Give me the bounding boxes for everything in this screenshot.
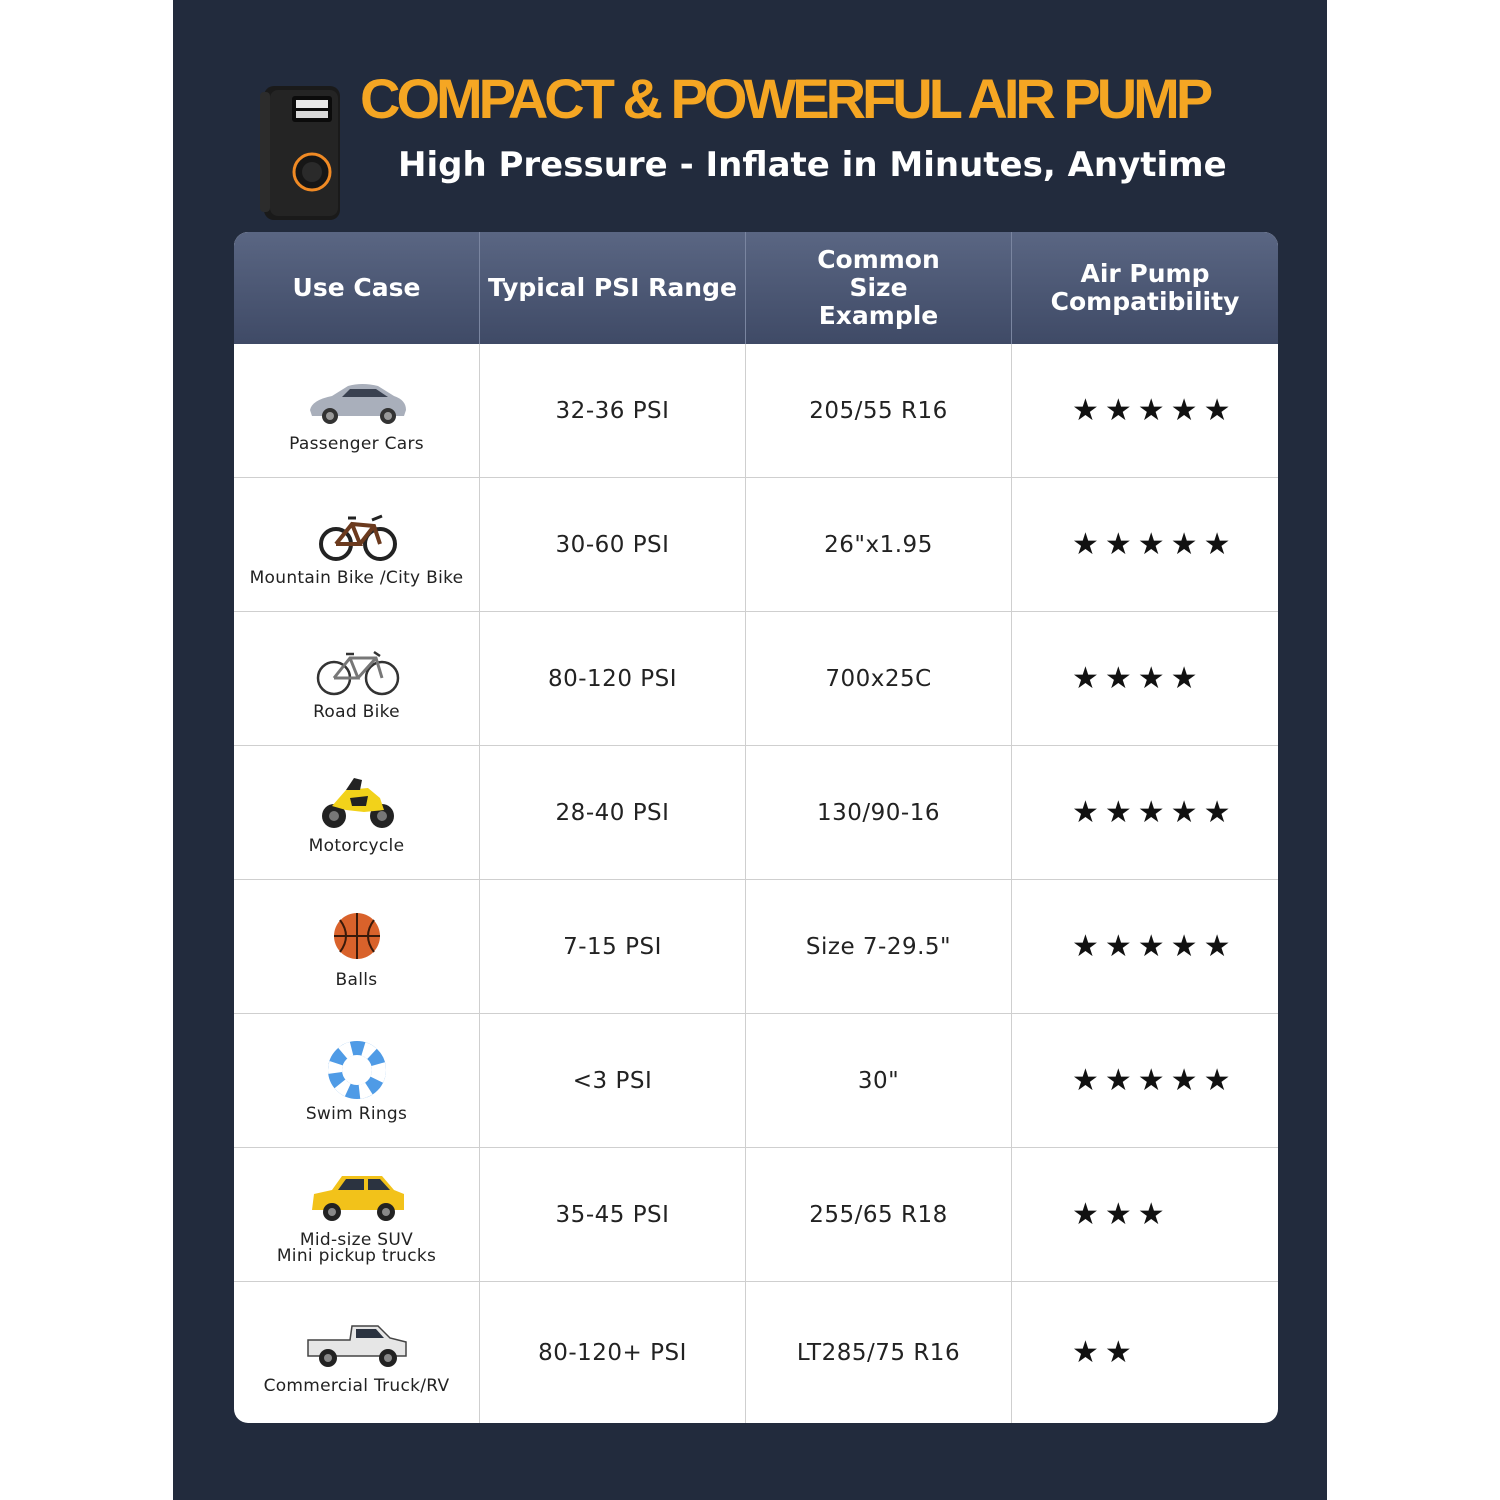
column-header-psi-range: Typical PSI Range — [480, 232, 746, 344]
table-header-row — [234, 232, 1278, 344]
use-case-label: Motorcycle — [308, 835, 405, 856]
road-bike-icon — [302, 638, 412, 700]
table-row — [234, 478, 1278, 612]
compatibility-table — [234, 232, 1278, 1423]
use-case-label: Swim Rings — [305, 1103, 408, 1124]
column-header-compatibility: Air Pump Compatibility — [1050, 259, 1240, 316]
rating-stars: ★★★★ — [1072, 661, 1204, 696]
page-subtitle: High Pressure - Inflate in Minutes, Anytime — [398, 145, 1227, 185]
use-case-cell — [234, 612, 480, 745]
motorcycle-icon — [302, 772, 412, 834]
size-cell: 205/55 R16 — [746, 344, 1012, 477]
size-cell: LT285/75 R16 — [746, 1282, 1012, 1423]
use-case-cell — [234, 344, 480, 477]
pickup-truck-icon — [302, 1312, 412, 1374]
swim-ring-icon — [302, 1040, 412, 1102]
use-case-cell — [234, 478, 480, 611]
use-case-cell — [234, 1282, 480, 1423]
car-icon — [302, 370, 412, 432]
psi-cell: 28-40 PSI — [480, 746, 746, 879]
use-case-label: Passenger Cars — [289, 433, 424, 454]
rating-stars: ★★★ — [1072, 1197, 1171, 1232]
page-title: COMPACT & POWERFUL AIR PUMP — [360, 67, 1210, 130]
psi-cell: 30-60 PSI — [480, 478, 746, 611]
rating-stars: ★★ — [1072, 1335, 1138, 1370]
rating-stars: ★★★★★ — [1072, 1063, 1237, 1098]
psi-cell: 80-120+ PSI — [480, 1282, 746, 1423]
table-row — [234, 612, 1278, 746]
table-row — [234, 1014, 1278, 1148]
psi-cell: <3 PSI — [480, 1014, 746, 1147]
use-case-label: Road Bike — [313, 701, 400, 722]
size-cell: 700x25C — [746, 612, 1012, 745]
basketball-icon — [302, 906, 412, 968]
use-case-cell — [234, 880, 480, 1013]
column-header-size-example: Common Size Example — [746, 232, 1012, 344]
rating-stars: ★★★★★ — [1072, 929, 1237, 964]
psi-cell: 80-120 PSI — [480, 612, 746, 745]
rating-stars: ★★★★★ — [1072, 527, 1237, 562]
psi-cell: 32-36 PSI — [480, 344, 746, 477]
size-cell: 26"x1.95 — [746, 478, 1012, 611]
table-row — [234, 344, 1278, 478]
table-row — [234, 1282, 1278, 1423]
rating-stars: ★★★★★ — [1072, 393, 1237, 428]
use-case-cell — [234, 1014, 480, 1147]
size-cell: Size 7-29.5" — [746, 880, 1012, 1013]
table-row — [234, 746, 1278, 880]
use-case-cell — [234, 1148, 480, 1281]
table-row — [234, 1148, 1278, 1282]
rating-stars: ★★★★★ — [1072, 795, 1237, 830]
use-case-label: Mountain Bike /City Bike — [249, 567, 464, 588]
size-cell: 30" — [746, 1014, 1012, 1147]
use-case-label: Mid-size SUV Mini pickup trucks — [276, 1229, 437, 1266]
size-cell: 255/65 R18 — [746, 1148, 1012, 1281]
use-case-label: Balls — [335, 969, 378, 990]
table-row — [234, 880, 1278, 1014]
psi-cell: 35-45 PSI — [480, 1148, 746, 1281]
column-header-use-case: Use Case — [234, 232, 480, 344]
mountain-bike-icon — [302, 504, 412, 566]
use-case-cell — [234, 746, 480, 879]
suv-icon — [302, 1166, 412, 1228]
psi-cell: 7-15 PSI — [480, 880, 746, 1013]
use-case-label: Commercial Truck/RV — [263, 1375, 450, 1396]
size-cell: 130/90-16 — [746, 746, 1012, 879]
air-pump-product-image — [258, 84, 344, 222]
